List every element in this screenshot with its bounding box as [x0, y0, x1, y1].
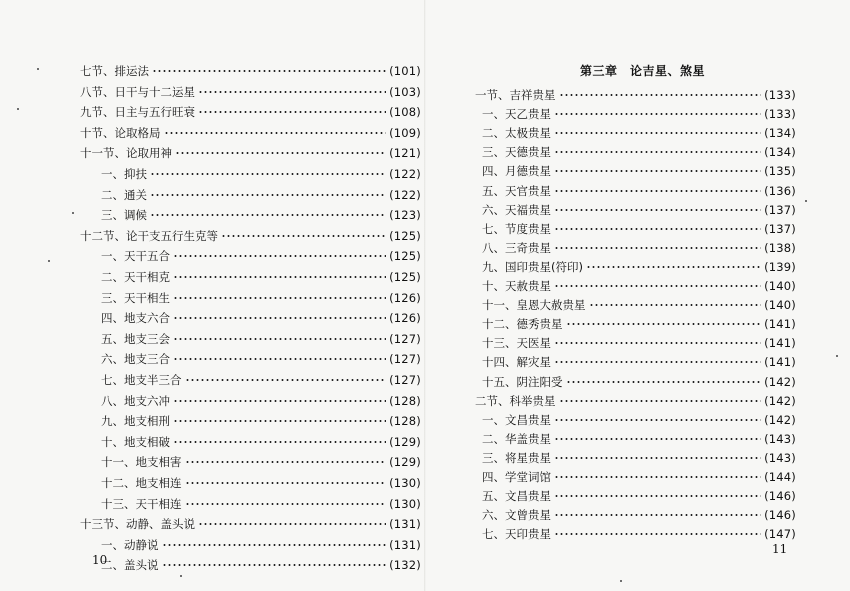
dot-leader	[173, 293, 386, 303]
toc-entry-page: (144)	[764, 470, 796, 484]
toc-entry	[101, 208, 421, 222]
dot-leader	[554, 205, 761, 215]
scan-speck	[805, 200, 807, 202]
toc-entry-page: (146)	[764, 489, 796, 504]
dot-leader	[173, 437, 386, 447]
toc-entry-page: (129)	[389, 434, 421, 449]
toc-entry-label: 十一、皇恩大赦贵星	[482, 298, 586, 313]
toc-entry-label: 八节、日干与十二运星	[80, 84, 195, 99]
toc-entry	[101, 476, 421, 490]
toc-entry	[101, 249, 421, 263]
dot-leader	[566, 377, 762, 387]
dot-leader	[198, 107, 386, 117]
scan-speck	[180, 575, 182, 577]
dot-leader	[173, 251, 386, 261]
toc-entry	[80, 126, 421, 140]
dot-leader	[185, 457, 387, 467]
dot-leader	[173, 354, 386, 364]
toc-entry-label: 四、学堂词馆	[482, 470, 551, 484]
toc-entry	[482, 470, 796, 484]
toc-entry-label: 十、天赦贵星	[482, 279, 551, 293]
toc-entry-page: (137)	[764, 221, 796, 236]
chapter-title: 第三章 论吉星、煞星	[580, 64, 706, 78]
toc-entry-label: 五、天官贵星	[482, 183, 551, 198]
dot-leader	[150, 169, 386, 179]
toc-entry-label: 二、通关	[101, 187, 147, 202]
toc-entry-page: (138)	[764, 240, 796, 255]
toc-entry-label: 十二节、论干支五行生克等	[80, 228, 218, 243]
toc-entry-label: 二、太极贵星	[482, 126, 551, 141]
toc-entry	[482, 355, 796, 369]
toc-entry-page: (134)	[764, 145, 796, 160]
toc-entry	[482, 260, 796, 274]
toc-entry-page: (108)	[389, 105, 421, 120]
toc-entry-label: 一、动静说	[101, 537, 159, 552]
toc-entry-page: (121)	[389, 146, 421, 161]
toc-entry-label: 二、华盖贵星	[482, 431, 551, 446]
toc-entry-label: 三、将星贵星	[482, 450, 551, 465]
dot-leader	[185, 375, 387, 385]
toc-entry-page: (140)	[764, 298, 796, 313]
dot-leader	[586, 262, 761, 272]
toc-entry-label: 十三、天干相连	[101, 496, 182, 511]
toc-entry-page: (141)	[764, 355, 796, 370]
toc-entry-label: 十一节、论取用神	[80, 146, 172, 161]
toc-entry-page: (101)	[389, 64, 421, 78]
toc-entry-page: (127)	[389, 373, 421, 387]
toc-entry-page: (129)	[389, 455, 421, 470]
dot-leader	[554, 338, 761, 348]
toc-entry-page: (141)	[764, 336, 796, 351]
toc-entry	[475, 394, 796, 408]
toc-entry-page: (123)	[389, 208, 421, 223]
toc-entry-page: (141)	[764, 317, 796, 332]
dot-leader	[554, 166, 761, 176]
dot-leader	[589, 300, 762, 310]
toc-entry-label: 四、地支六合	[101, 311, 170, 326]
toc-entry-label: 十、地支相破	[101, 434, 170, 449]
right-page	[425, 0, 850, 591]
toc-entry-label: 七节、排运法	[80, 64, 149, 78]
toc-entry-label: 十一、地支相害	[101, 455, 182, 470]
dot-leader	[173, 313, 386, 323]
toc-entry-page: (125)	[389, 249, 421, 264]
toc-entry	[482, 126, 796, 140]
toc-entry	[80, 105, 421, 119]
toc-entry-label: 三、天德贵星	[482, 145, 551, 160]
toc-entry-label: 二、盖头说	[101, 558, 159, 573]
toc-entry	[482, 164, 796, 178]
scan-speck	[48, 260, 50, 262]
toc-entry	[101, 167, 421, 181]
dot-leader	[554, 224, 761, 234]
toc-entry-page: (127)	[389, 352, 421, 367]
toc-entry-page: (134)	[764, 126, 796, 141]
toc-entry-label: 九、地支相刑	[101, 414, 170, 429]
toc-entry-label: 三、天干相生	[101, 290, 170, 305]
toc-entry-page: (128)	[389, 393, 421, 408]
toc-entry	[482, 451, 796, 465]
toc-entry	[101, 352, 421, 366]
toc-entry-page: (127)	[389, 331, 421, 346]
toc-entry	[101, 394, 421, 408]
toc-entry-label: 九节、日主与五行旺衰	[80, 105, 195, 120]
toc-entry-page: (132)	[389, 558, 421, 573]
toc-entry-label: 七、节度贵星	[482, 221, 551, 236]
toc-entry-page: (136)	[764, 183, 796, 198]
dot-leader	[162, 560, 387, 570]
toc-entry	[101, 332, 421, 346]
toc-entry	[482, 145, 796, 159]
toc-entry-page: (137)	[764, 202, 796, 217]
dot-leader	[554, 415, 761, 425]
dot-leader	[150, 210, 386, 220]
toc-entry-page: (142)	[764, 412, 796, 427]
toc-entry-page: (126)	[389, 290, 421, 305]
scan-speck	[37, 68, 39, 70]
dot-leader	[162, 540, 387, 550]
toc-entry-label: 十五、阴注阳受	[482, 374, 563, 389]
toc-entry-label: 九、国印贵星(符印)	[482, 259, 583, 274]
toc-entry-page: (103)	[389, 84, 421, 99]
dot-leader	[198, 519, 386, 529]
dot-leader	[198, 87, 386, 97]
toc-entry-page: (133)	[764, 107, 796, 122]
toc-entry-label: 七、天印贵星	[482, 527, 551, 542]
dot-leader	[554, 491, 761, 501]
toc-entry-page: (130)	[389, 496, 421, 511]
toc-entry-label: 十三节、动静、盖头说	[80, 517, 195, 532]
dot-leader	[554, 453, 761, 463]
toc-entry-page: (139)	[764, 259, 796, 274]
dot-leader	[185, 499, 387, 509]
toc-entry-label: 七、地支半三合	[101, 373, 182, 387]
dot-leader	[173, 334, 386, 344]
toc-entry-label: 十二、地支相连	[101, 476, 182, 490]
toc-entry	[101, 188, 421, 202]
toc-entry-page: (143)	[764, 431, 796, 446]
toc-entry-page: (131)	[389, 517, 421, 532]
toc-entry-label: 五、地支三会	[101, 331, 170, 346]
toc-entry	[475, 88, 796, 102]
toc-entry-page: (147)	[764, 527, 796, 542]
toc-entry	[80, 517, 421, 531]
toc-entry-page: (142)	[764, 393, 796, 408]
toc-entry	[101, 414, 421, 428]
toc-entry-label: 八、地支六冲	[101, 393, 170, 408]
toc-entry-label: 五、文昌贵星	[482, 489, 551, 504]
toc-entry	[482, 336, 796, 350]
toc-entry	[101, 435, 421, 449]
toc-entry-label: 一、抑扶	[101, 167, 147, 181]
dot-leader	[185, 478, 387, 488]
scan-speck	[836, 355, 838, 357]
toc-entry-label: 一、天干五合	[101, 249, 170, 264]
toc-entry	[101, 538, 421, 552]
toc-entry-page: (122)	[389, 167, 421, 181]
toc-entry-label: 十三、天医星	[482, 336, 551, 351]
dot-leader	[559, 90, 762, 100]
dot-leader	[554, 510, 761, 520]
toc-entry	[101, 497, 421, 511]
toc-entry	[482, 432, 796, 446]
toc-entry	[482, 508, 796, 522]
right-page-number: 11	[772, 542, 788, 556]
toc-entry	[482, 298, 796, 312]
dot-leader	[164, 128, 387, 138]
toc-entry-label: 三、调候	[101, 208, 147, 223]
toc-entry	[80, 146, 421, 160]
dot-leader	[554, 147, 761, 157]
toc-entry	[482, 413, 796, 427]
dot-leader	[566, 319, 762, 329]
toc-entry	[80, 229, 421, 243]
toc-entry	[482, 184, 796, 198]
toc-entry	[101, 558, 421, 572]
scan-speck	[620, 580, 622, 582]
toc-entry	[482, 222, 796, 236]
toc-entry-label: 六、文曾贵星	[482, 508, 551, 523]
toc-entry	[482, 241, 796, 255]
toc-entry	[482, 279, 796, 293]
dot-leader	[175, 148, 386, 158]
toc-entry-page: (125)	[389, 228, 421, 243]
dot-leader	[554, 281, 761, 291]
toc-entry-page: (140)	[764, 279, 796, 293]
toc-entry	[482, 203, 796, 217]
toc-entry	[482, 317, 796, 331]
toc-entry	[482, 107, 796, 121]
toc-entry-page: (142)	[764, 374, 796, 389]
dot-leader	[554, 472, 761, 482]
toc-entry-page: (143)	[764, 450, 796, 465]
toc-entry	[101, 311, 421, 325]
dot-leader	[554, 529, 761, 539]
toc-entry-label: 十四、解灾星	[482, 355, 551, 370]
toc-entry-label: 六、地支三合	[101, 352, 170, 367]
dot-leader	[554, 128, 761, 138]
toc-entry-label: 一节、吉祥贵星	[475, 88, 556, 102]
toc-entry-label: 六、天福贵星	[482, 202, 551, 217]
toc-entry-page: (109)	[389, 125, 421, 140]
toc-entry	[482, 489, 796, 503]
dot-leader	[173, 396, 386, 406]
toc-entry-page: (146)	[764, 508, 796, 523]
dot-leader	[152, 66, 386, 76]
toc-entry-label: 十二、德秀贵星	[482, 317, 563, 332]
toc-entry-page: (125)	[389, 270, 421, 284]
toc-entry-label: 八、三奇贵星	[482, 240, 551, 255]
toc-entry-label: 二、天干相克	[101, 270, 170, 284]
toc-entry-label: 一、文昌贵星	[482, 412, 551, 427]
toc-entry-label: 二节、科举贵星	[475, 393, 556, 408]
toc-entry-label: 一、天乙贵星	[482, 107, 551, 122]
toc-entry-label: 四、月德贵星	[482, 164, 551, 179]
dot-leader	[150, 190, 386, 200]
toc-entry	[80, 85, 421, 99]
toc-entry-page: (130)	[389, 476, 421, 490]
toc-entry	[101, 373, 421, 387]
toc-entry	[482, 527, 796, 541]
toc-entry-label: 十节、论取格局	[80, 125, 161, 140]
toc-entry-page: (122)	[389, 187, 421, 202]
toc-entry	[80, 64, 421, 78]
toc-entry	[101, 455, 421, 469]
dot-leader	[554, 357, 761, 367]
scan-speck	[17, 108, 19, 110]
dot-leader	[559, 396, 762, 406]
dot-leader	[173, 272, 386, 282]
dot-leader	[554, 186, 761, 196]
left-page-number: 10	[92, 553, 108, 567]
toc-entry	[101, 270, 421, 284]
toc-entry-page: (133)	[764, 88, 796, 102]
dot-leader	[221, 231, 386, 241]
dot-leader	[554, 243, 761, 253]
toc-entry-page: (128)	[389, 414, 421, 429]
dot-leader	[554, 434, 761, 444]
dot-leader	[554, 109, 761, 119]
dot-leader	[173, 416, 386, 426]
toc-entry-page: (126)	[389, 311, 421, 326]
toc-entry	[482, 375, 796, 389]
scan-speck	[72, 212, 74, 214]
toc-entry-page: (131)	[389, 537, 421, 552]
toc-entry-page: (135)	[764, 164, 796, 179]
toc-entry	[101, 291, 421, 305]
